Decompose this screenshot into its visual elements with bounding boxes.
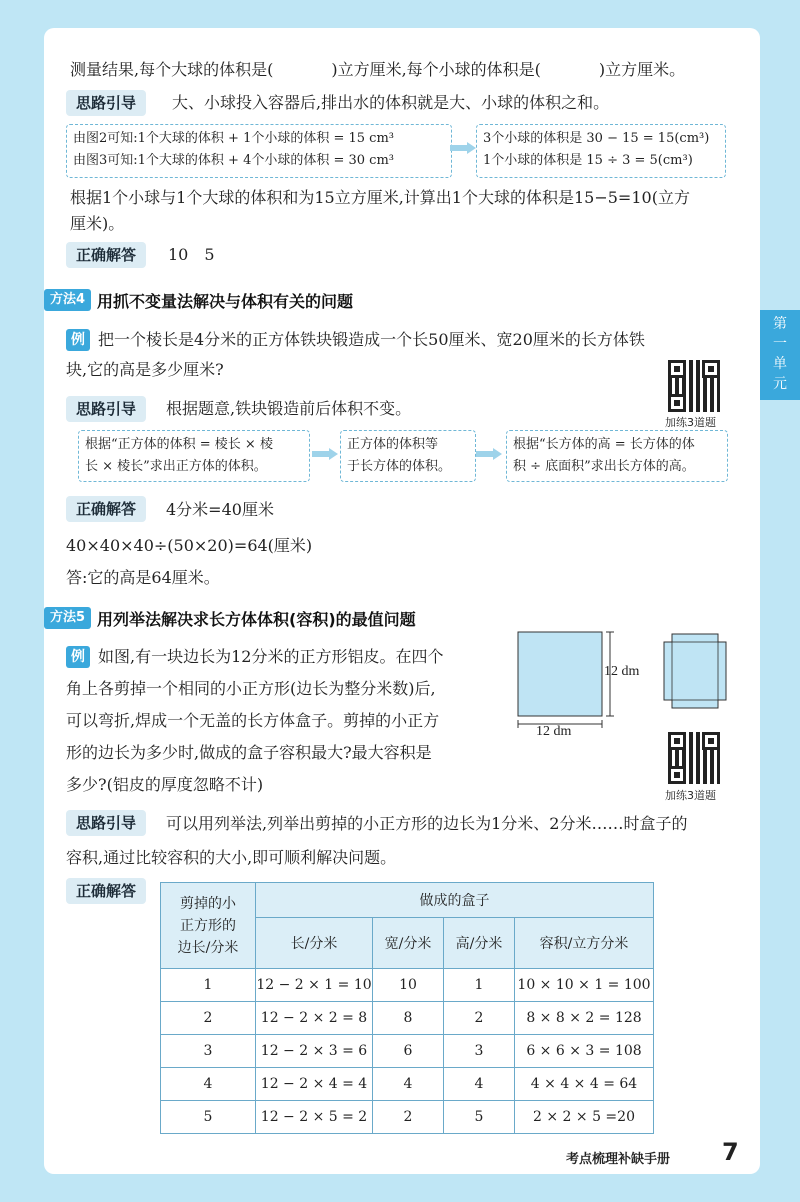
table-cell: 8 [373,1002,444,1035]
arrow-icon [450,142,476,154]
deduction-line: 由图2可知:1个大球的体积 + 1个小球的体积 = 15 cm³ [73,131,395,146]
table-row [161,1101,654,1134]
example-line: 可以弯折,焊成一个无盖的长方体盒子。剪掉的小正方 [66,711,440,730]
table-cell: 12 − 2 × 3 = 6 [256,1035,373,1068]
table-cell: 5 [161,1101,256,1134]
side-char: 一 [773,336,787,352]
flow-line: 于长方体的体积。 [347,459,452,474]
qr-label: 加练3道题 [665,416,716,429]
qr-label: 加练3道题 [665,789,716,802]
qr-code-icon[interactable] [668,732,720,784]
method-heading [44,606,416,630]
method-tag: 方法5 [44,607,91,629]
example-line [66,643,443,671]
enumeration-table [160,882,654,1134]
table-cell: 2 × 2 × 5 =20 [515,1101,654,1134]
side-char: 单 [773,356,787,372]
thinking-text: 容积,通过比较容积的大小,即可顺利解决问题。 [66,848,397,867]
corner-line: 正方形的 [180,917,236,934]
bottom-length-label: 12 dm [536,724,572,739]
thinking-text: 根据题意,铁块锻造前后体积不变。 [166,399,412,418]
flow-step-1 [78,430,310,482]
group-header: 做成的盒子 [256,883,654,918]
example-line: 形的边长为多少时,做成的盒子容积最大?最大容积是 [66,743,432,762]
table-cell: 10 × 10 × 1 = 100 [515,969,654,1002]
example-line: 多少?(铝皮的厚度忽略不计) [66,775,264,794]
method-title: 用抓不变量法解决与体积有关的问题 [97,291,354,311]
table-cell: 8 × 8 × 2 = 128 [515,1002,654,1035]
flow-step-2 [340,430,476,482]
table-cell: 2 [373,1101,444,1134]
deduction-line: 由图3可知:1个大球的体积 + 4个小球的体积 = 30 cm³ [73,153,395,168]
arrow-icon [476,448,502,460]
table-cell: 6 × 6 × 3 = 108 [515,1035,654,1068]
answer-line: 答:它的高是64厘米。 [66,568,220,587]
table-cell: 2 [444,1002,515,1035]
table-cell: 12 − 2 × 1 = 10 [256,969,373,1002]
thinking-text: 大、小球投入容器后,排出水的体积就是大、小球的体积之和。 [172,93,610,112]
table-row [161,1002,654,1035]
flow-line: 根据“正方体的体积 = 棱长 × 棱 [85,437,273,452]
method-title: 用列举法解决求长方体体积(容积)的最值问题 [97,609,416,629]
table-cell: 5 [444,1101,515,1134]
corner-header [161,883,256,969]
table-cell: 3 [444,1035,515,1068]
example-text: 如图,有一块边长为12分米的正方形铝皮。在四个 [98,647,444,666]
table-row [161,1068,654,1101]
side-char: 元 [773,376,787,392]
deduction-box-right [476,124,726,178]
flow-line: 正方体的体积等 [347,437,439,452]
method-tag: 方法4 [44,289,91,311]
table-cell: 4 × 4 × 4 = 64 [515,1068,654,1101]
method-heading [44,288,353,312]
flow-step-3 [506,430,728,482]
table-cell: 12 − 2 × 4 = 4 [256,1068,373,1101]
explanation-line: 根据1个小球与1个大球的体积和为15立方厘米,计算出1个大球的体积是15−5=10(立方 [70,188,690,207]
table-cell: 12 − 2 × 2 = 8 [256,1002,373,1035]
deduction-box-left [66,124,452,178]
qr-code-icon[interactable] [668,360,720,412]
arrow-icon [312,448,338,460]
table-cell: 3 [161,1035,256,1068]
answer-line: 40×40×40÷(50×20)=64(厘米) [66,536,313,555]
answer-tag: 正确解答 [66,242,146,268]
line-part: )立方厘米,每个小球的体积是( [331,60,541,79]
table-cell: 4 [373,1068,444,1101]
example-line: 块,它的高是多少厘米? [66,360,224,379]
table-cell: 2 [161,1002,256,1035]
side-length-label: 12 dm [604,664,640,679]
cut-sheet-shape [664,634,726,708]
thinking-tag: 思路引导 [66,810,146,836]
example-text: 把一个棱长是4分米的正方体铁块锻造成一个长50厘米、宽20厘米的长方体铁 [98,330,645,349]
table-cell: 6 [373,1035,444,1068]
line-part: 测量结果,每个大球的体积是( [70,60,274,79]
page-number: 7 [722,1138,739,1166]
example-tag: 例 [66,329,90,351]
flow-line: 根据“长方体的高 = 长方体的体 [513,437,695,452]
flow-line: 积 ÷ 底面积”求出长方体的高。 [513,459,695,474]
table-cell: 1 [161,969,256,1002]
thinking-tag: 思路引导 [66,90,146,116]
answer-line: 4分米=40厘米 [166,500,274,519]
line-part: )立方厘米。 [598,60,686,79]
example-line [66,326,645,354]
flow-line: 长 × 棱长”求出正方体的体积。 [85,459,267,474]
table-cell: 12 − 2 × 5 = 2 [256,1101,373,1134]
column-header: 宽/分米 [373,918,444,969]
table-cell: 4 [161,1068,256,1101]
example-line: 角上各剪掉一个相同的小正方形(边长为整分米数)后, [66,679,436,698]
corner-line: 剪掉的小 [180,895,236,912]
table-cell: 4 [444,1068,515,1101]
side-char: 第 [773,316,787,332]
deduction-line: 1个小球的体积是 15 ÷ 3 = 5(cm³) [483,153,693,168]
answer-tag: 正确解答 [66,878,146,904]
explanation-line: 厘米)。 [70,214,125,233]
table-cell: 1 [444,969,515,1002]
deduction-line: 3个小球的体积是 30 − 15 = 15(cm³) [483,131,710,146]
column-header: 高/分米 [444,918,515,969]
book-title: 考点梳理补缺手册 [566,1152,671,1167]
answer-tag: 正确解答 [66,496,146,522]
example-tag: 例 [66,646,90,668]
measure-result-line [70,56,685,84]
column-header: 容积/立方分米 [515,918,654,969]
unit-side-tab [760,310,800,400]
column-header: 长/分米 [256,918,373,969]
thinking-text: 可以用列举法,列举出剪掉的小正方形的边长为1分米、2分米……时盒子的 [166,814,688,833]
thinking-tag: 思路引导 [66,396,146,422]
table-row [161,969,654,1002]
answer-text: 10 5 [168,245,215,264]
table-cell: 10 [373,969,444,1002]
table-row [161,1035,654,1068]
corner-line: 边长/分米 [177,939,239,956]
